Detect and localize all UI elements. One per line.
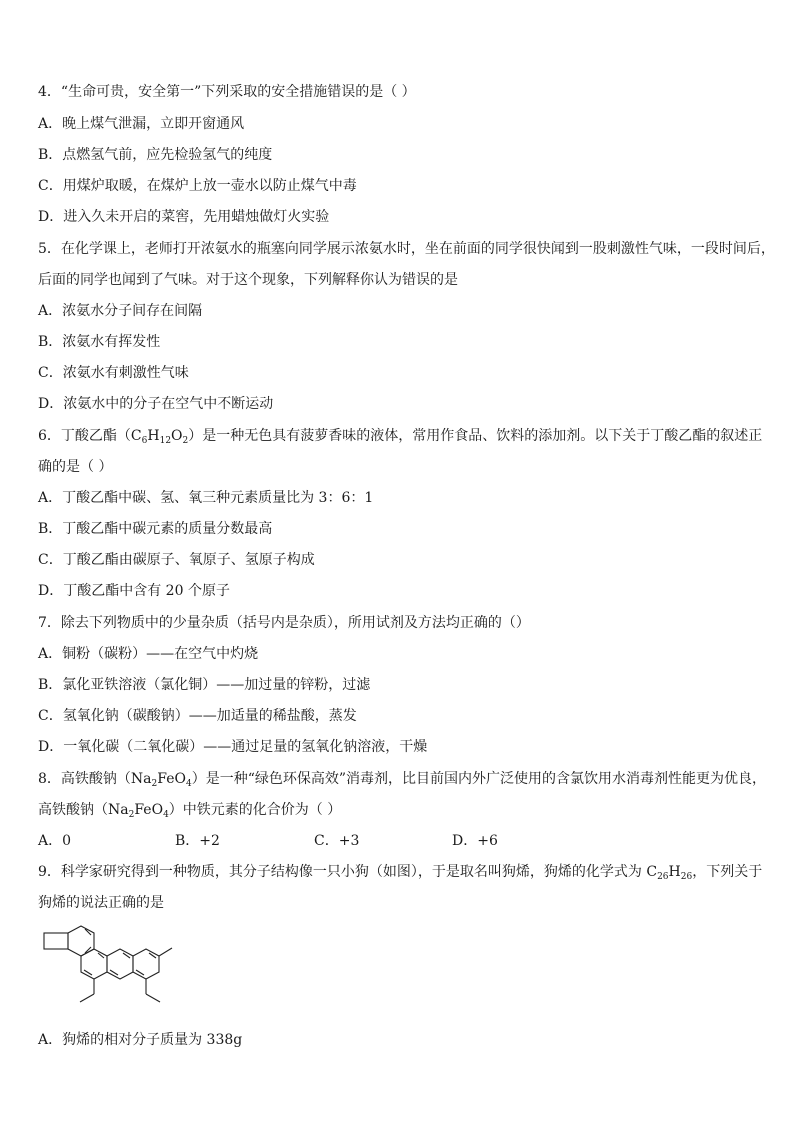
q7-option-c: C．氢氧化钠（碳酸钠）——加适量的稀盐酸，蒸发	[38, 708, 357, 724]
q6-formula: $C_6H_{12}O_2$	[130, 428, 189, 446]
q6-option-a: A．丁酸乙酯中碳、氢、氧三种元素质量比为 3：6：1	[38, 490, 374, 506]
q9-stem-line2: 狗烯的说法正确的是	[38, 895, 164, 911]
q7-option-b: B．氯化亚铁溶液（氯化铜）——加过量的锌粉，过滤	[38, 677, 371, 693]
q9-option-a: A．狗烯的相对分子质量为 338g	[38, 1032, 243, 1048]
q5-stem-line1: 5．在化学课上，老师打开浓氨水的瓶塞向同学展示浓氨水时，坐在前面的同学很快闻到一股刺激性气味，一段时间后，	[38, 241, 775, 257]
q5-option-b: B．浓氨水有挥发性	[38, 334, 161, 350]
q5-option-d: D．浓氨水中的分子在空气中不断运动	[38, 396, 274, 412]
q6-option-c: C．丁酸乙酯由碳原子、氧原子、氢原子构成	[38, 552, 315, 568]
q5-option-c: C．浓氨水有刺激性气味	[38, 365, 189, 381]
q6-stem-line1	[38, 427, 762, 445]
q6-stem-pre: 6．丁酸乙酯（	[38, 428, 131, 444]
q4-option-d: D．进入久未开启的菜窖，先用蜡烛做灯火实验	[38, 209, 330, 225]
q4-option-c: C．用煤炉取暖，在煤炉上放一壶水以防止煤气中毒	[38, 178, 357, 194]
q7-option-d: D．一氧化碳（二氧化碳）——通过足量的氢氧化钠溶液，干燥	[38, 739, 428, 755]
q4-option-b: B．点燃氢气前，应先检验氢气的纯度	[38, 147, 273, 163]
q6-stem-line2: 确的是（ ）	[38, 459, 113, 475]
q6-option-b: B．丁酸乙酯中碳元素的质量分数最高	[38, 521, 273, 537]
q8-option-c: C．+3	[314, 833, 360, 849]
q5-stem-line2: 后面的同学也闻到了气味。对于这个现象，下列解释你认为错误的是	[38, 272, 458, 288]
q8-formula-2: $Na_2FeO_4$	[108, 802, 169, 820]
q8-stem-line2: 高铁酸钠$(Na_2FeO_4)$中铁元素的化合价为（ ）	[38, 802, 342, 820]
q7-option-a: A．铜粉（碳粉）——在空气中灼烧	[38, 646, 259, 662]
q8-formula: $Na_2FeO_4$	[130, 771, 192, 789]
q8-option-a: A．0	[38, 833, 72, 849]
q7-stem: 7．除去下列物质中的少量杂质（括号内是杂质），所用试剂及方法均正确的（）	[38, 615, 530, 631]
q4-stem: 4．“生命可贵，安全第一”下列采取的安全措施错误的是（ ）	[38, 84, 416, 100]
q6-stem-post: ）是一种无色具有菠萝香味的液体，常用作食品、饮料的添加剂。以下关于丁酸乙酯的叙述正	[188, 428, 763, 444]
dog-ene-molecule-structure-icon	[38, 922, 188, 1022]
q5-option-a: A．浓氨水分子间存在间隔	[38, 303, 203, 319]
q4-option-a: A．晚上煤气泄漏，立即开窗通风	[38, 116, 245, 132]
q6-option-d: D．丁酸乙酯中含有 20 个原子	[38, 583, 230, 599]
q8-stem-line1: 8．高铁酸钠$(Na_2FeO_4)$是一种“绿色环保高效”消毒剂，比目前国内外广泛使用的含氯饮用水消毒剂性能更为优良，	[38, 771, 767, 789]
q8-option-d: D．+6	[452, 833, 498, 849]
q9-stem-line1: 9．科学家研究得到一种物质，其分子结构像一只小狗（如图），于是取名叫狗烯，狗烯的化学式为 $C_{26}H_{26}$，下列关于	[38, 864, 763, 882]
q8-option-b: B．+2	[175, 833, 220, 849]
